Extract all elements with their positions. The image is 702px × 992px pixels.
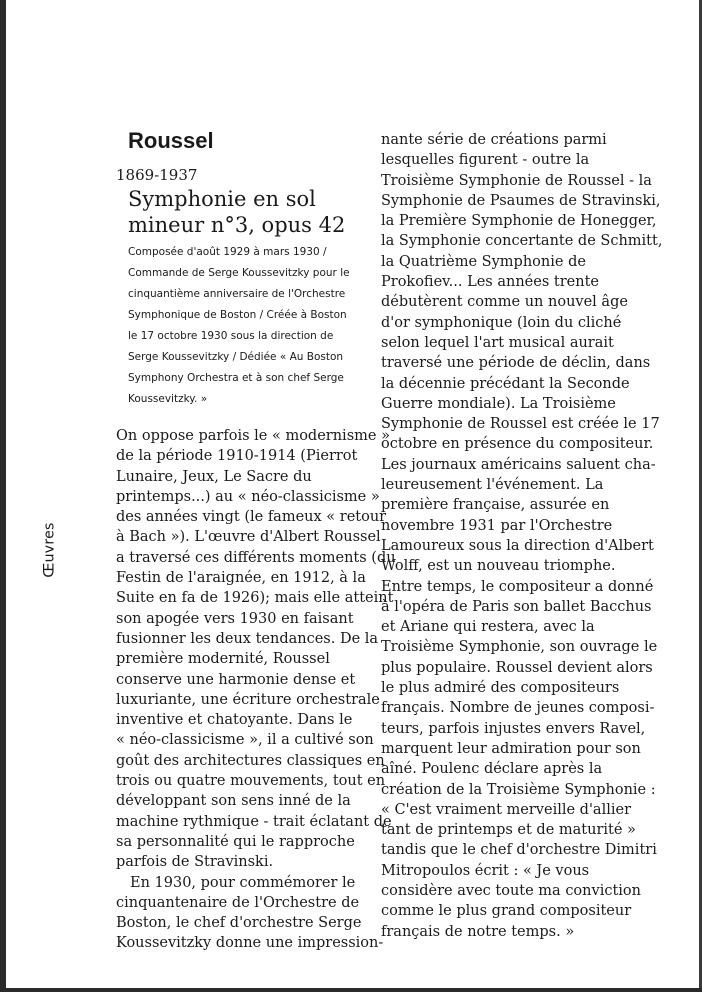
text-line: Troisième Symphonie, son ouvrage le: [381, 639, 658, 656]
work-title-line: Symphonie en sol: [128, 187, 316, 211]
text-line: nante série de créations parmi: [381, 132, 607, 148]
text-line: teurs, parfois injustes envers Ravel,: [381, 720, 646, 737]
text-line: plus populaire. Roussel devient alors: [381, 659, 653, 676]
text-line: débutèrent comme un nouvel âge: [381, 294, 628, 311]
text-line: inventive et chatoyante. Dans le: [116, 712, 353, 729]
text-line: Wolff, est un nouveau triomphe.: [381, 558, 616, 575]
text-line: Symphonie de Psaumes de Stravinski,: [381, 192, 661, 209]
text-line: Lunaire, Jeux, Le Sacre du: [116, 468, 312, 485]
text-line: développant son sens inné de la: [116, 793, 351, 810]
text-line: « néo-classicisme », il a cultivé son: [116, 732, 374, 749]
text-line: et Ariane qui restera, avec la: [381, 619, 595, 636]
section-label: Œuvres: [42, 522, 59, 578]
text-line: à Bach »). L'œuvre d'Albert Roussel: [116, 529, 381, 546]
text-line: à l'opéra de Paris son ballet Bacchus: [381, 598, 652, 615]
composer-dates: 1869-1937: [116, 166, 198, 184]
text-line: fusionner les deux tendances. De la: [116, 630, 379, 647]
text-line: Entre temps, le compositeur a donné: [381, 578, 654, 595]
details-line: Koussevitzky. »: [128, 393, 208, 405]
text-line: machine rythmique - trait éclatant de: [116, 813, 392, 830]
text-line: printemps...) au « néo-classicisme »: [116, 488, 380, 505]
text-line: tandis que le chef d'orchestre Dimitri: [381, 842, 657, 859]
text-line: comme le plus grand compositeur: [381, 903, 632, 920]
text-line: octobre en présence du compositeur.: [381, 436, 654, 453]
text-line: sa personnalité qui le rapproche: [116, 833, 355, 850]
text-line: lesquelles figurent - outre la: [381, 152, 590, 169]
text-line: des années vingt (le fameux « retour: [116, 509, 387, 526]
text-line: luxuriante, une écriture orchestrale: [116, 691, 380, 708]
text-line: considère avec toute ma conviction: [381, 882, 641, 899]
text-line: traversé une période de déclin, dans: [381, 355, 651, 372]
text-line: parfois de Stravinski.: [116, 854, 274, 871]
text-line: En 1930, pour commémorer le: [130, 874, 356, 891]
work-title: [128, 186, 368, 238]
text-line: conserve une harmonie dense et: [116, 671, 356, 688]
details-line: Composée d'août 1929 à mars 1930 /: [128, 246, 327, 258]
text-line: « C'est vraiment merveille d'allier: [381, 801, 632, 818]
text-line: de la période 1910-1914 (Pierrot: [116, 448, 358, 465]
body-text-left-column: [116, 426, 396, 954]
work-title-line: mineur n°3, opus 42: [128, 213, 346, 237]
text-line: Guerre mondiale). La Troisième: [381, 395, 616, 412]
text-line: selon lequel l'art musical aurait: [381, 334, 614, 351]
text-line: novembre 1931 par l'Orchestre: [381, 517, 613, 534]
text-line: Suite en fa de 1926); mais elle atteint: [116, 590, 394, 607]
text-line: la Première Symphonie de Honegger,: [381, 213, 657, 230]
text-line: la Symphonie concertante de Schmitt,: [381, 233, 663, 250]
text-line: la Quatrième Symphonie de: [381, 253, 586, 270]
text-line: la décennie précédant la Seconde: [381, 375, 630, 392]
text-line: marquent leur admiration pour son: [381, 740, 641, 757]
text-line: création de la Troisième Symphonie :: [381, 781, 656, 798]
text-line: a traversé ces différents moments (du: [116, 549, 396, 566]
details-line: Serge Koussevitzky / Dédiée « Au Boston: [128, 351, 344, 363]
work-details: [128, 242, 360, 410]
text-line: le plus admiré des compositeurs: [381, 680, 620, 697]
text-line: d'or symphonique (loin du cliché: [381, 314, 622, 331]
details-line: Symphony Orchestra et à son chef Serge: [128, 372, 344, 384]
page-edge-bottom: [0, 988, 702, 992]
details-line: Symphonique de Boston / Créée à Boston: [128, 309, 347, 321]
text-line: Koussevitzky donne une impression-: [116, 935, 384, 952]
text-line: goût des architectures classiques en: [116, 752, 385, 769]
details-line: le 17 octobre 1930 sous la direction de: [128, 330, 334, 342]
text-line: Prokofiev... Les années trente: [381, 274, 599, 291]
text-line: Symphonie de Roussel est créée le 17: [381, 416, 660, 433]
text-line: Mitropoulos écrit : « Je vous: [381, 862, 590, 879]
text-line: leureusement l'événement. La: [381, 477, 604, 494]
text-line: première modernité, Roussel: [116, 651, 330, 668]
text-line: aîné. Poulenc déclare après la: [381, 761, 603, 778]
details-line: Commande de Serge Koussevitzky pour le: [128, 267, 350, 279]
text-line: tant de printemps et de maturité »: [381, 822, 636, 839]
text-line: français. Nombre de jeunes composi-: [381, 700, 655, 717]
text-line: Boston, le chef d'orchestre Serge: [116, 915, 362, 932]
text-line: trois ou quatre mouvements, tout en: [116, 773, 386, 790]
body-text-right-column: [381, 130, 697, 942]
text-line: Festin de l'araignée, en 1912, à la: [116, 570, 366, 587]
page-edge-left: [0, 0, 6, 992]
section-tab: [30, 490, 70, 610]
text-line: première française, assurée en: [381, 497, 610, 514]
composer-name: Roussel: [128, 128, 214, 153]
text-line: On oppose parfois le « modernisme »: [116, 428, 390, 444]
text-line: son apogée vers 1930 en faisant: [116, 610, 354, 627]
text-line: français de notre temps. »: [381, 923, 575, 940]
text-line: cinquantenaire de l'Orchestre de: [116, 894, 360, 911]
details-line: cinquantième anniversaire de l'Orchestre: [128, 288, 346, 300]
text-line: Les journaux américains saluent cha-: [381, 456, 656, 473]
text-line: Lamoureux sous la direction d'Albert: [381, 537, 654, 554]
text-line: Troisième Symphonie de Roussel - la: [381, 172, 652, 189]
